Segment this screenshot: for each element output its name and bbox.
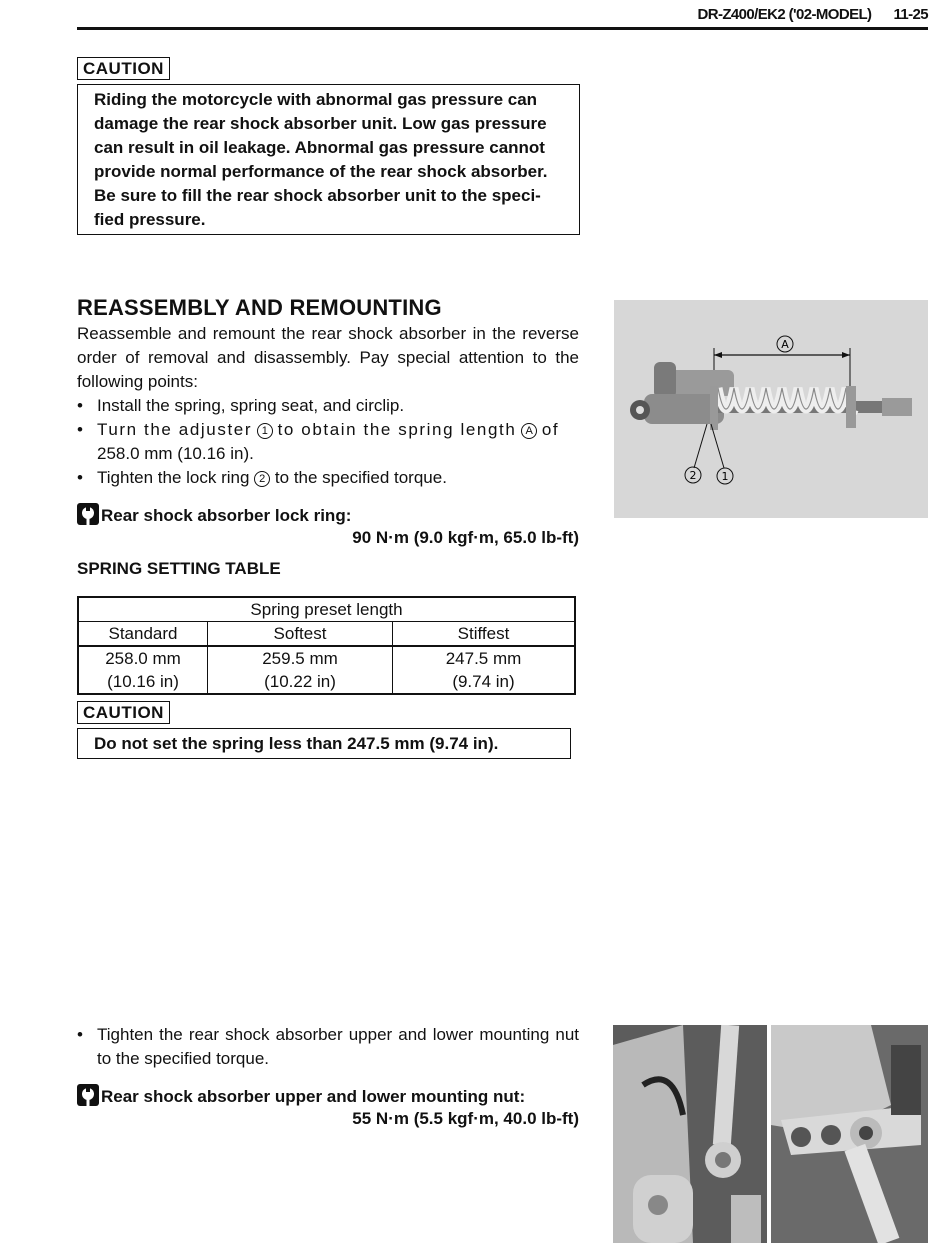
- bullet-text: 258.0 mm (10.16 in).: [97, 444, 254, 463]
- bullet-text: Tighten the rear shock absorber upper and lower mounting nut to the specified torque.: [97, 1025, 579, 1068]
- caution-line: damage the rear shock absorber unit. Low gas pressure: [94, 114, 547, 133]
- bullet-dot: •: [77, 420, 83, 439]
- torque-label: Rear shock absorber lock ring:: [101, 506, 352, 525]
- shock-absorber-drawing: [614, 300, 928, 518]
- caution-line: Be sure to fill the rear shock absorber unit to the speci-: [94, 186, 541, 205]
- page-number: 11-25: [893, 6, 928, 23]
- caution-label: CAUTION: [77, 57, 170, 80]
- column-header: Stiffest: [393, 622, 576, 647]
- caution-text: Do not set the spring less than 247.5 mm (9.74 in).: [94, 734, 499, 753]
- caution-label: CAUTION: [77, 701, 170, 724]
- table-title: SPRING SETTING TABLE: [77, 559, 281, 578]
- bullet-dot: •: [77, 468, 83, 487]
- column-header: Softest: [208, 622, 393, 647]
- header-rule: [77, 27, 928, 30]
- table-cell: 258.0 mm (10.16 in): [78, 646, 208, 694]
- caution-box: [77, 728, 571, 759]
- caution-line: can result in oil leakage. Abnormal gas pressure cannot: [94, 138, 545, 157]
- photo-drawing: [613, 1025, 767, 1243]
- svg-text:A: A: [781, 338, 789, 351]
- page-header: [675, 6, 928, 23]
- caution-line: fied pressure.: [94, 210, 206, 229]
- shock-absorber-illustration: [614, 300, 928, 518]
- svg-text:2: 2: [689, 469, 697, 482]
- ref-marker-a: A: [521, 423, 537, 439]
- bullet-item: [77, 394, 579, 418]
- intro-paragraph: Reassemble and remount the rear shock absorber in the reverse order of removal and disassembly. Pay special attention to the following points:: [77, 324, 579, 391]
- caution-line: provide normal performance of the rear shock absorber.: [94, 162, 548, 181]
- bullet-text: Install the spring, spring seat, and circlip.: [97, 396, 405, 415]
- model-title: DR-Z400/EK2 ('02-MODEL): [697, 6, 872, 23]
- torque-wrench-icon: [77, 1084, 99, 1106]
- bullet-text: to the specified torque.: [274, 468, 447, 487]
- bullet-text: of: [541, 420, 560, 439]
- table-header: Spring preset length: [78, 597, 575, 622]
- section-title: REASSEMBLY AND REMOUNTING: [77, 295, 442, 320]
- bullet-item: [77, 1023, 579, 1071]
- bullet-item: [77, 466, 579, 490]
- mounting-photo-lower: [771, 1025, 928, 1243]
- photo-drawing: [771, 1025, 928, 1243]
- bullet-text: to obtain the spring length: [277, 420, 517, 439]
- ref-marker-1: 1: [257, 423, 273, 439]
- spring-setting-table: [77, 596, 576, 695]
- torque-wrench-icon: [77, 503, 99, 525]
- bullet-text: Tighten the lock ring: [97, 468, 250, 487]
- caution-box: [77, 84, 580, 235]
- torque-label: Rear shock absorber upper and lower mounting nut:: [101, 1087, 526, 1106]
- table-cell: 259.5 mm (10.22 in): [208, 646, 393, 694]
- bullet-dot: •: [77, 396, 83, 415]
- table-cell: 247.5 mm (9.74 in): [393, 646, 576, 694]
- bullet-dot: •: [77, 1025, 83, 1044]
- torque-spec-1: [77, 503, 351, 528]
- bullet-item: [77, 418, 579, 466]
- torque-value: 90 N·m (9.0 kgf·m, 65.0 lb-ft): [352, 528, 579, 547]
- bullet-text: Turn the adjuster: [97, 420, 253, 439]
- caution-line: Riding the motorcycle with abnormal gas pressure can: [94, 90, 538, 109]
- ref-marker-2: 2: [254, 471, 270, 487]
- torque-value: 55 N·m (5.5 kgf·m, 40.0 lb-ft): [352, 1109, 579, 1128]
- svg-text:1: 1: [721, 470, 729, 483]
- column-header: Standard: [78, 622, 208, 647]
- torque-spec-2: [77, 1084, 525, 1109]
- mounting-photo-upper: [613, 1025, 767, 1243]
